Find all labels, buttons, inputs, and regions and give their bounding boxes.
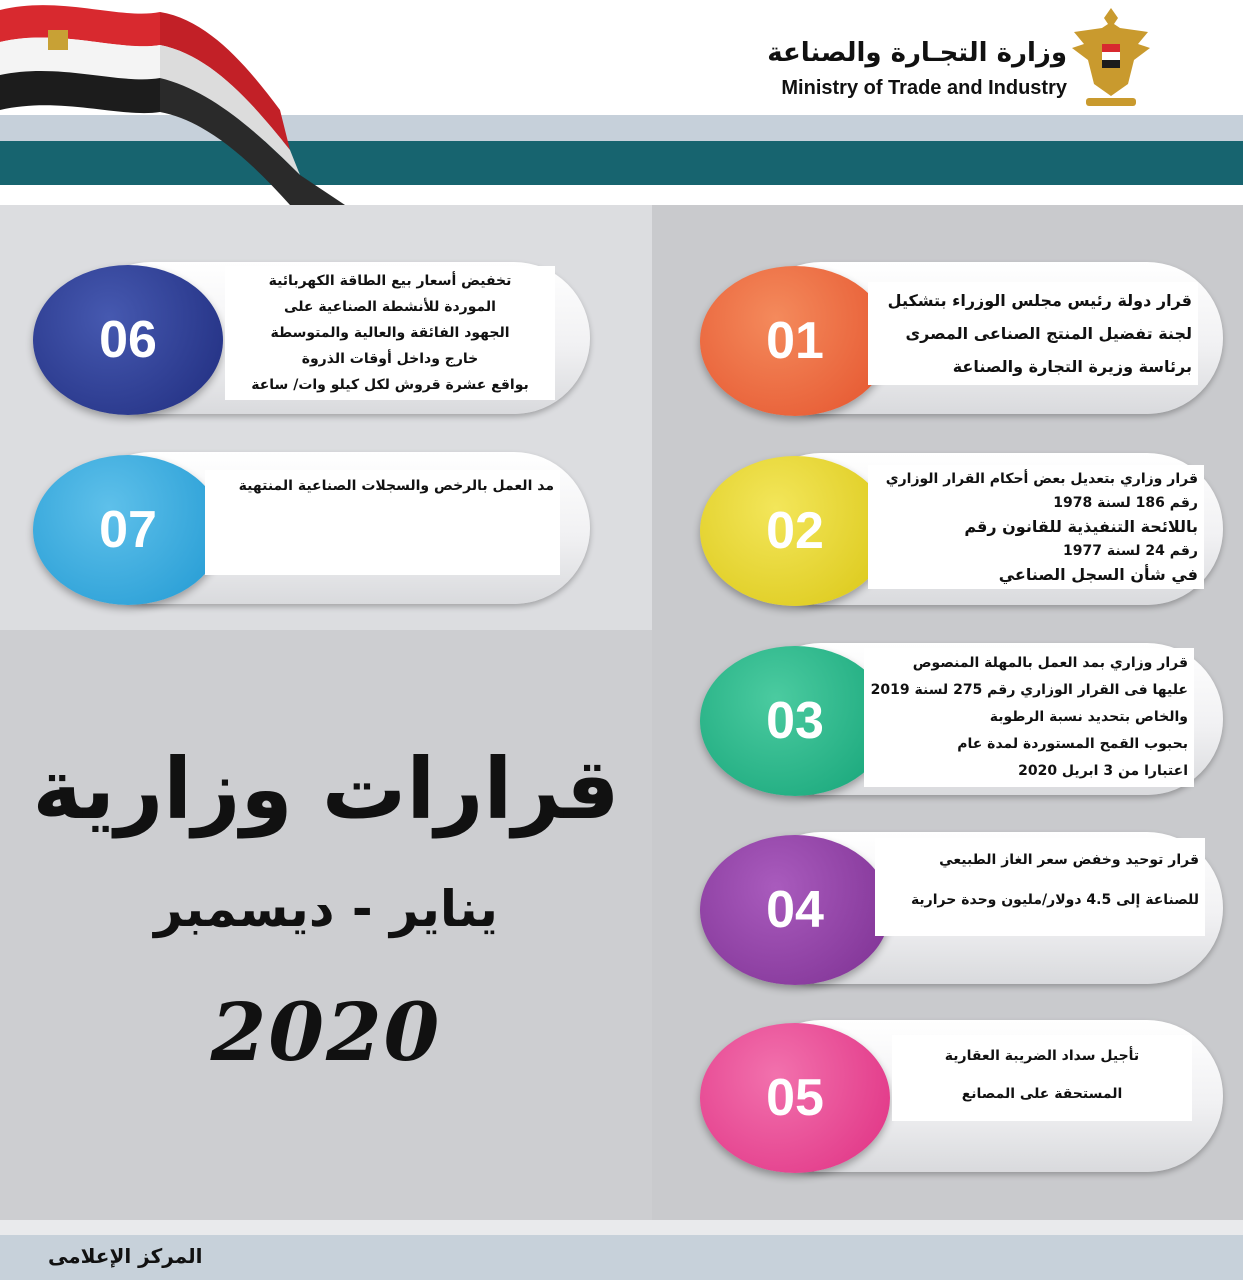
decision-number-05: 05 <box>766 1069 824 1127</box>
decision-number-06: 06 <box>99 311 157 369</box>
page-year: 2020 <box>210 985 442 1079</box>
decision-line: رقم 186 لسنة 1978 <box>1053 495 1198 511</box>
decision-text-05 <box>892 1035 1192 1121</box>
decision-number-04: 04 <box>766 881 824 939</box>
decision-line: عليها فى القرار الوزاري رقم 275 لسنة 2019 <box>870 682 1188 698</box>
decision-line: بواقع عشرة قروش لكل كيلو وات/ ساعة <box>251 377 529 393</box>
decision-text-01 <box>868 282 1198 385</box>
decision-number-badge-07 <box>33 455 223 605</box>
decision-text-04 <box>875 838 1205 936</box>
bottom-divider <box>0 1220 1243 1235</box>
eagle-emblem-icon <box>1068 4 1154 110</box>
decision-number-badge-06 <box>33 265 223 415</box>
decision-line: بحبوب القمح المستوردة لمدة عام <box>957 736 1188 752</box>
decision-line: مد العمل بالرخص والسجلات الصناعية المنتهية <box>238 478 554 494</box>
decision-number-badge-03 <box>700 646 890 796</box>
decision-text-03 <box>864 648 1194 787</box>
decision-line: تخفيض أسعار بيع الطاقة الكهربائية <box>268 273 512 289</box>
decision-number-03: 03 <box>766 692 824 750</box>
decision-text-07 <box>205 470 560 575</box>
decision-line: المستحقة على المصانع <box>961 1086 1123 1102</box>
decision-line: لجنة تفضيل المنتج الصناعى المصرى <box>905 324 1192 343</box>
decision-number-badge-05 <box>700 1023 890 1173</box>
decision-number-07: 07 <box>99 501 157 559</box>
ministry-name-arabic: وزارة التجـارة والصناعة <box>767 38 1067 68</box>
decision-line: اعتبارا من 3 ابريل 2020 <box>1018 763 1188 779</box>
decision-line: الجهود الفائقة والعالية والمتوسطة <box>270 325 510 341</box>
decision-text-02 <box>868 465 1204 589</box>
decision-line: قرار وزاري بتعديل بعض أحكام القرار الوزاري <box>885 471 1198 487</box>
decision-line: للصناعة إلى 4.5 دولار/مليون وحدة حرارية <box>910 892 1199 908</box>
footer-label: المركز الإعلامى <box>48 1244 203 1268</box>
egypt-flag-ribbon-icon <box>0 0 360 205</box>
decision-line: رقم 24 لسنة 1977 <box>1062 543 1198 559</box>
decision-line: باللائحة التنفيذية للقانون رقم <box>964 517 1198 536</box>
decision-line: في شأن السجل الصناعي <box>998 565 1198 584</box>
decision-line: تأجيل سداد الضريبة العقارية <box>944 1048 1140 1064</box>
decision-line: قرار توحيد وخفض سعر الغاز الطبيعي <box>939 852 1199 868</box>
ministry-name-english: Ministry of Trade and Industry <box>781 77 1067 99</box>
decision-text-06 <box>225 266 555 400</box>
decision-number-badge-01 <box>700 266 890 416</box>
decision-line: قرار دولة رئيس مجلس الوزراء بتشكيل <box>887 291 1192 310</box>
page-title: قرارات وزارية <box>32 740 620 838</box>
decision-line: قرار وزاري بمد العمل بالمهلة المنصوص <box>912 655 1188 671</box>
decision-line: الموردة للأنشطة الصناعية على <box>284 299 496 315</box>
decision-line: خارج وداخل أوقات الذروة <box>301 351 479 367</box>
decision-line: برئاسة وزيرة التجارة والصناعة <box>952 357 1192 376</box>
decision-number-badge-04 <box>700 835 890 985</box>
page-subtitle-period: يناير - ديسمبر <box>154 880 498 938</box>
decision-number-02: 02 <box>766 502 824 560</box>
decision-line: والخاص بتحديد نسبة الرطوبة <box>989 709 1188 725</box>
decision-number-01: 01 <box>766 312 824 370</box>
decision-number-badge-02 <box>700 456 890 606</box>
